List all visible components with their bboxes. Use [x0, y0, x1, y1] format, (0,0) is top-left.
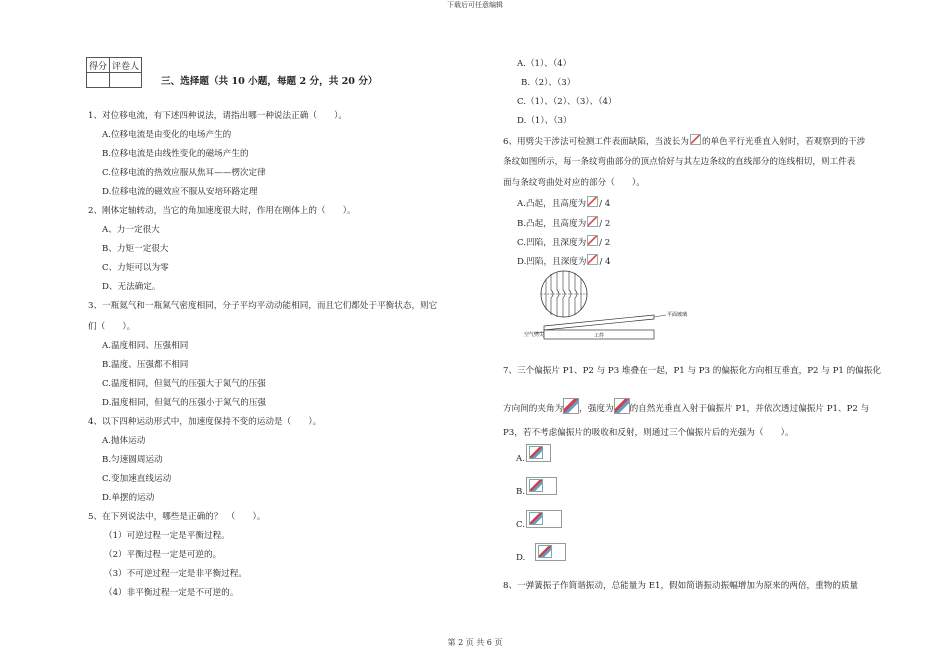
wedge-interference-figure: [524, 270, 688, 344]
q6-option-b-text: B.凸起，且高度为: [517, 219, 587, 229]
q7-line2-c: 的自然光垂直入射于偏振片 P1，并依次透过偏振片 P1、P2 与: [629, 404, 870, 414]
q8-stem-line1: 8、一弹簧振子作简谐振动，总能量为 E1，假如简谐振动振幅增加为原来的两倍，重物的质量: [503, 581, 859, 591]
q7-option-b[interactable]: B.: [516, 487, 526, 497]
q7-option-a-formula[interactable]: [526, 444, 551, 462]
q7-line2-a: 方向间的夹角为: [503, 404, 564, 414]
q7-stem-line2: [503, 398, 869, 415]
q1-option-d[interactable]: D.位移电流的磁效应不服从安培环路定理: [102, 187, 258, 197]
q7-stem-line1: 7、三个偏振片 P1、P2 与 P3 堆叠在一起，P1 与 P3 的偏振化方向相互垂直，P2 与 P1 的偏振化: [503, 366, 881, 376]
q2-stem: 2、刚体定轴转动，当它的角加速度很大时，作用在刚体上的（ ）。: [88, 206, 356, 216]
q1-option-a[interactable]: A.位移电流是由变化的电场产生的: [102, 130, 232, 140]
q5-stem: 5、在下列说法中，哪些是正确的？ （ ）。: [88, 512, 266, 522]
q4-option-b[interactable]: B.匀速圆周运动: [102, 455, 163, 465]
q5-option-c[interactable]: C.（1）、（2）、（3）、（4）: [517, 97, 617, 107]
q5-statement-4: （4）非平衡过程一定是不可逆的。: [104, 588, 239, 598]
page-footer: 第 2 页 共 6 页: [447, 638, 503, 647]
formula-image-icon: [529, 479, 543, 492]
q3-option-b[interactable]: B.温度、压强都不相同: [102, 360, 189, 370]
q6-stem-line3: 面与条纹弯曲处对应的部分（ ）。: [503, 178, 645, 188]
lambda-formula-icon: [690, 134, 701, 145]
q7-option-d[interactable]: D.: [516, 553, 526, 563]
lambda-formula-icon: [587, 196, 598, 207]
q6-option-c[interactable]: [517, 235, 610, 249]
q3-stem-line2: 们（ ）。: [88, 322, 136, 332]
score-label: 得分: [87, 58, 110, 73]
q4-option-a[interactable]: A.抛体运动: [102, 436, 146, 446]
q4-option-d[interactable]: D.单摆的运动: [102, 493, 155, 503]
glass-plate: [544, 315, 654, 330]
workpiece-label: 工件: [594, 333, 605, 339]
q2-option-a[interactable]: A、力一定很大: [102, 225, 160, 235]
lambda-formula-icon: [587, 254, 598, 265]
score-table: [86, 57, 142, 88]
q6-option-d-tail: / 4: [599, 257, 611, 267]
lambda-formula-icon: [587, 216, 598, 227]
formula-image-icon: [529, 446, 543, 459]
grader-cell[interactable]: [110, 73, 142, 88]
plate-label: 平面玻璃: [667, 312, 688, 318]
q7-option-d-formula[interactable]: [535, 543, 566, 561]
q2-option-c[interactable]: C、力矩可以为零: [102, 263, 169, 273]
q6-stem-line2: 条纹如图所示，每一条纹弯曲部分的顶点恰好与其左边条纹的直线部分的连线相切，则工件表: [503, 157, 856, 167]
q6-option-a-tail: / 4: [599, 199, 611, 209]
q6-option-b-tail: / 2: [599, 219, 611, 229]
angle-formula-icon: [563, 398, 579, 414]
q7-option-a[interactable]: A.: [516, 454, 525, 464]
q6-line1-a: 6、用劈尖干涉法可检测工件表面缺陷，当波长为: [503, 137, 689, 147]
q3-stem-line1: 3、一瓶氦气和一瓶氮气密度相同，分子平均平动动能相同，而且它们都处于平衡状态，则它: [88, 301, 438, 311]
q7-option-c-formula[interactable]: [526, 510, 562, 528]
q4-stem: 4、以下四种运动形式中，加速度保持不变的运动是（ ）。: [88, 417, 322, 427]
q2-option-d[interactable]: D、无法确定。: [102, 282, 161, 292]
q5-statement-2: （2）平衡过程一定是可逆的。: [104, 550, 222, 560]
q5-statement-3: （3）不可逆过程一定是非平衡过程。: [104, 569, 247, 579]
q5-option-a[interactable]: A.（1）、（4）: [517, 59, 572, 69]
q6-option-c-tail: / 2: [599, 238, 611, 248]
page-header-note: 下载后可任意编辑: [447, 1, 503, 9]
formula-image-icon: [529, 512, 543, 525]
q6-option-c-text: C.凹陷，且深度为: [517, 238, 587, 248]
q6-option-a[interactable]: [517, 196, 610, 210]
q3-option-c[interactable]: C.温度相同，但氦气的压强大于氮气的压强: [102, 379, 266, 389]
q5-option-b[interactable]: B.（2）、（3）: [521, 78, 576, 88]
q2-option-b[interactable]: B、力矩一定很大: [102, 244, 169, 254]
q6-option-d-text: D.凹陷，且深度为: [517, 257, 587, 267]
q6-stem-line1: [503, 134, 865, 148]
grader-label: 评卷人: [110, 58, 142, 73]
q3-option-d[interactable]: D.温度相同，但氦气的压强小于氮气的压强: [102, 398, 267, 408]
q7-option-b-formula[interactable]: [526, 477, 557, 495]
q7-line2-b: ，强度为: [579, 404, 614, 414]
q6-line1-b: 的单色平行光垂直入射时，若观察到的干涉: [701, 137, 866, 147]
formula-image-icon: [538, 545, 552, 558]
q1-option-b[interactable]: B.位移电流是由线性变化的磁场产生的: [102, 149, 249, 159]
q6-option-a-text: A.凸起，且高度为: [517, 199, 587, 209]
q6-option-d[interactable]: [517, 254, 611, 268]
intensity-formula-icon: [614, 398, 630, 414]
q5-option-d[interactable]: D.（1）、（3）: [517, 116, 572, 126]
section-title: 三、选择题（共 10 小题，每题 2 分，共 20 分）: [161, 76, 378, 87]
q1-stem: 1、对位移电流，有下述四种说法，请指出哪一种说法正确（ ）。: [88, 111, 347, 121]
air-wedge-label: 空气劈尖: [524, 332, 545, 338]
q5-statement-1: （1）可逆过程一定是平衡过程。: [104, 531, 230, 541]
q7-option-c[interactable]: C.: [516, 520, 526, 530]
q4-option-c[interactable]: C.变加速直线运动: [102, 474, 172, 484]
q7-stem-line3: P3，若不考虑偏振片的吸收和反射，则通过三个偏振片后的光强为（ ）。: [503, 428, 794, 438]
q3-option-a[interactable]: A.温度相同、压强相同: [102, 341, 189, 351]
score-cell[interactable]: [87, 73, 110, 88]
q6-option-b[interactable]: [517, 216, 610, 230]
q1-option-c[interactable]: C.位移电流的热效应服从焦耳——楞次定律: [102, 168, 266, 178]
lambda-formula-icon: [587, 235, 598, 246]
